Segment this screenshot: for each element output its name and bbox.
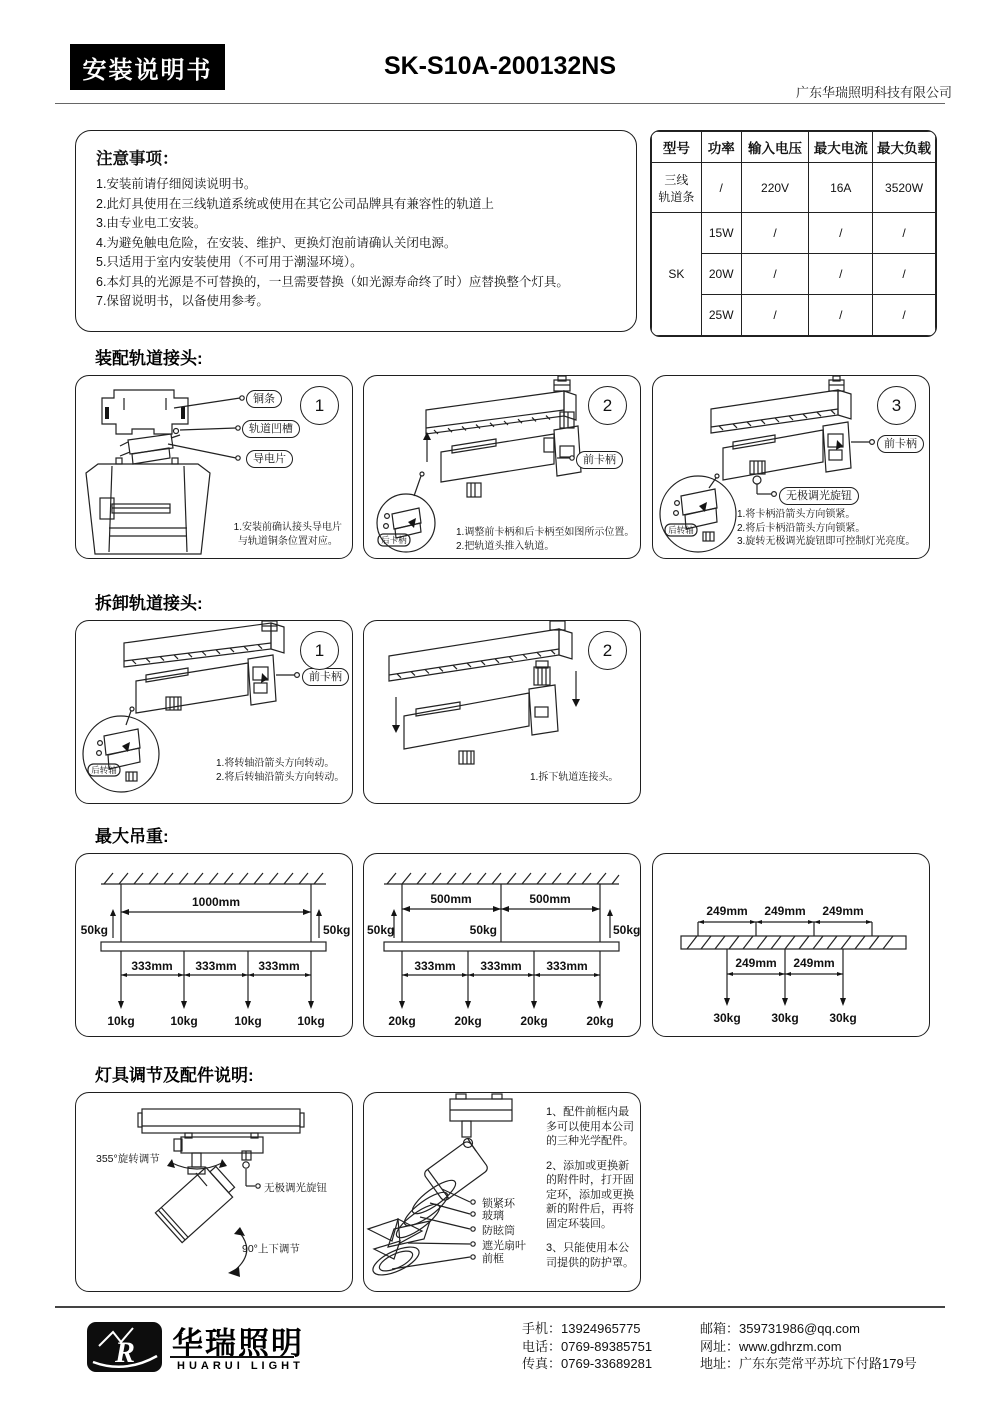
load-weight: 30kg bbox=[713, 1011, 741, 1025]
notes-box bbox=[75, 130, 637, 332]
disassemble-panel-2 bbox=[363, 620, 641, 804]
load-diagram-1000mm bbox=[76, 854, 352, 1036]
dim-top-span: 249mm bbox=[764, 904, 806, 918]
cell-load: 3520W bbox=[873, 163, 936, 213]
cell-voltage: / bbox=[741, 213, 809, 254]
dim-span: 500mm bbox=[430, 892, 472, 906]
load-diagram-249mm bbox=[653, 854, 929, 1036]
label-copper-strip: 铜条 bbox=[246, 390, 282, 408]
caption-line: 1.拆下轨道连接头。 bbox=[530, 772, 619, 783]
table-row bbox=[652, 213, 936, 254]
col-power: 功率 bbox=[701, 132, 741, 163]
load-weight: 20kg bbox=[388, 1014, 416, 1028]
label-conductor-strip: 导电片 bbox=[246, 450, 293, 468]
svg-text:R: R bbox=[115, 1336, 136, 1369]
notes-title: 注意事项： bbox=[96, 150, 179, 168]
cell-current: / bbox=[809, 254, 873, 295]
section-title-adjust: 灯具调节及配件说明: bbox=[95, 1066, 254, 1085]
cell-model bbox=[652, 163, 702, 213]
header-divider bbox=[55, 103, 945, 104]
dim-seg: 333mm bbox=[258, 959, 300, 973]
caption-line: 3.旋转无极调光旋钮即可控制灯光亮度。 bbox=[737, 536, 916, 547]
panel-caption bbox=[456, 526, 634, 553]
contact-mobile: 手机：13924965775 bbox=[522, 1321, 641, 1336]
logo-underline bbox=[170, 1356, 294, 1358]
contact-address: 地址：广东东莞常平苏坑下付路179号 bbox=[700, 1356, 917, 1371]
section-title-disassemble: 拆卸轨道接头: bbox=[95, 594, 203, 613]
contact-fax: 传真：0769-33689281 bbox=[522, 1356, 653, 1371]
hang-weight: 50kg bbox=[613, 923, 640, 937]
accessory-notes bbox=[546, 1105, 636, 1270]
cell-sk: SK bbox=[652, 213, 702, 336]
note-item: 7.保留说明书，以备使用参考。 bbox=[96, 294, 269, 308]
accessory-note: 2、添加或更换新的附件时，打开固定环，添加或更换新的附件后，再将固定环装回。 bbox=[546, 1159, 634, 1230]
panel-caption bbox=[530, 771, 618, 785]
step-badge-2: 2 bbox=[588, 386, 627, 425]
contact-block-right bbox=[700, 1320, 917, 1373]
load-weight: 10kg bbox=[107, 1014, 135, 1028]
label-rotate-355: 355°旋转调节 bbox=[96, 1153, 160, 1165]
cell-load: / bbox=[873, 295, 936, 336]
logo-english-name: HUARUI LIGHT bbox=[177, 1360, 304, 1372]
label-front-clamp: 前卡柄 bbox=[877, 435, 924, 453]
load-diagram-500mm bbox=[364, 854, 640, 1036]
footer-divider bbox=[55, 1306, 945, 1308]
dim-bottom-span: 249mm bbox=[793, 956, 835, 970]
load-weight: 10kg bbox=[234, 1014, 262, 1028]
caption-line: 1.安装前确认接头导电片 bbox=[233, 522, 342, 533]
accessory-note: 3、只能使用本公司提供的防护罩。 bbox=[546, 1242, 634, 1269]
step-badge-1: 1 bbox=[300, 386, 339, 425]
load-weight: 10kg bbox=[170, 1014, 198, 1028]
table-row bbox=[652, 163, 936, 213]
cell-load: / bbox=[873, 254, 936, 295]
label-shading-blades: 遮光扇叶 bbox=[482, 1240, 526, 1252]
dim-seg: 333mm bbox=[480, 959, 522, 973]
panel-caption bbox=[234, 521, 342, 548]
label-tilt-90: 90°上下调节 bbox=[242, 1243, 300, 1255]
dim-seg: 333mm bbox=[414, 959, 456, 973]
contact-website: 网址：www.gdhrzm.com bbox=[700, 1338, 842, 1354]
hang-weight: 50kg bbox=[469, 923, 497, 937]
label-antiglare-tube: 防眩筒 bbox=[482, 1225, 515, 1237]
cell-current: 16A bbox=[809, 163, 873, 213]
label-track-groove: 轨道凹槽 bbox=[242, 420, 300, 438]
caption-line: 2.将后转轴沿箭头方向转动。 bbox=[216, 771, 345, 783]
hang-weight-left: 50kg bbox=[80, 923, 108, 937]
hang-weight: 50kg bbox=[367, 923, 395, 937]
company-name: 广东华瑞照明科技有限公司 bbox=[795, 85, 952, 100]
note-item: 1.安装前请仔细阅读说明书。 bbox=[96, 177, 257, 191]
load-weight: 30kg bbox=[771, 1011, 799, 1025]
label-front-clamp: 前卡柄 bbox=[576, 451, 623, 469]
load-weight: 30kg bbox=[829, 1011, 857, 1025]
doc-type-badge: 安装说明书 bbox=[70, 44, 225, 90]
dim-seg: 333mm bbox=[195, 959, 237, 973]
cell-voltage: / bbox=[741, 295, 809, 336]
adjust-panel-1 bbox=[75, 1092, 353, 1292]
cell-power: / bbox=[701, 163, 741, 213]
contact-email: 邮箱：359731986@qq.com bbox=[700, 1321, 860, 1336]
dim-top-span: 249mm bbox=[706, 904, 748, 918]
cell-power: 15W bbox=[701, 213, 741, 254]
label-rear-axle-mini: 后转轴 bbox=[91, 765, 117, 775]
max-load-panel-1 bbox=[75, 853, 353, 1037]
cell-voltage: / bbox=[741, 254, 809, 295]
note-item: 3.由专业电工安装。 bbox=[96, 216, 207, 230]
cell-power: 25W bbox=[701, 295, 741, 336]
max-load-panel-2 bbox=[363, 853, 641, 1037]
caption-line: 1.将转轴沿箭头方向转动。 bbox=[216, 758, 335, 769]
col-load: 最大负载 bbox=[873, 132, 936, 163]
panel-caption bbox=[737, 508, 915, 549]
cell-current: / bbox=[809, 295, 873, 336]
col-voltage: 输入电压 bbox=[741, 132, 809, 163]
spec-header-row bbox=[652, 132, 936, 163]
label-front-frame: 前框 bbox=[482, 1253, 504, 1265]
dim-span: 1000mm bbox=[191, 895, 241, 909]
caption-line: 与轨道铜条位置对应。 bbox=[237, 535, 338, 547]
label-glass: 玻璃 bbox=[482, 1210, 504, 1222]
note-item: 4.为避免触电危险，在安装、维护、更换灯泡前请确认关闭电源。 bbox=[96, 235, 457, 250]
accessory-note: 1、配件前框内最多可以使用本公司的三种光学配件。 bbox=[546, 1106, 634, 1147]
model-line2: 轨道条 bbox=[658, 189, 695, 204]
panel-caption bbox=[216, 757, 344, 784]
page-title: SK-S10A-200132NS bbox=[383, 52, 617, 80]
dim-seg: 333mm bbox=[131, 959, 173, 973]
assemble-panel-2 bbox=[363, 375, 641, 559]
max-load-panel-3 bbox=[652, 853, 930, 1037]
huarui-logo-icon bbox=[87, 1320, 165, 1374]
dim-span: 500mm bbox=[529, 892, 571, 906]
dim-top-span: 249mm bbox=[822, 904, 864, 918]
note-item: 5.只适用于室内安装使用（不可用于潮湿环境）。 bbox=[96, 255, 363, 269]
logo-chinese-name: 华瑞照明 bbox=[172, 1326, 304, 1361]
label-rear-clamp-mini: 后卡柄 bbox=[381, 535, 407, 545]
note-item: 6.本灯具的光源是不可替换的，一旦需要替换（如光源寿命终了时）应替换整个灯具。 bbox=[96, 274, 569, 289]
cell-current: / bbox=[809, 213, 873, 254]
step-badge-2: 2 bbox=[588, 631, 627, 670]
label-lock-ring: 锁紧环 bbox=[482, 1198, 515, 1210]
note-item: 2.此灯具使用在三线轨道系统或使用在其它公司品牌具有兼容性的轨道上 bbox=[96, 196, 494, 211]
cell-load: / bbox=[873, 213, 936, 254]
cell-voltage: 220V bbox=[741, 163, 809, 213]
adjust-panel-2 bbox=[363, 1092, 641, 1292]
dim-seg: 333mm bbox=[546, 959, 588, 973]
caption-line: 2.把轨道头推入轨道。 bbox=[456, 540, 555, 552]
contact-phone: 电话：0769-89385751 bbox=[522, 1338, 653, 1354]
col-current: 最大电流 bbox=[809, 132, 873, 163]
load-weight: 20kg bbox=[520, 1014, 548, 1028]
cell-power: 20W bbox=[701, 254, 741, 295]
spec-table bbox=[650, 130, 937, 337]
assemble-panel-3 bbox=[652, 375, 930, 559]
load-weight: 10kg bbox=[297, 1014, 325, 1028]
step-badge-1: 1 bbox=[300, 631, 339, 670]
hang-weight-right: 50kg bbox=[323, 923, 351, 937]
label-rear-axle-mini: 后转轴 bbox=[668, 525, 694, 535]
label-dimmer-knob: 无极调光旋钮 bbox=[264, 1182, 327, 1194]
label-dimmer-knob: 无极调光旋钮 bbox=[779, 487, 859, 505]
caption-line: 1.将卡柄沿箭头方向锁紧。 bbox=[737, 509, 856, 520]
assemble-panel-1 bbox=[75, 375, 353, 559]
model-line1: 三线 bbox=[664, 172, 689, 187]
section-title-assemble: 装配轨道接头: bbox=[95, 349, 203, 368]
step-badge-3: 3 bbox=[877, 386, 916, 425]
load-weight: 20kg bbox=[454, 1014, 482, 1028]
disassemble-panel-1 bbox=[75, 620, 353, 804]
caption-line: 2.将后卡柄沿箭头方向锁紧。 bbox=[737, 522, 866, 534]
col-model: 型号 bbox=[652, 132, 702, 163]
dim-bottom-span: 249mm bbox=[735, 956, 777, 970]
contact-block-left bbox=[522, 1320, 652, 1373]
label-front-clamp: 前卡柄 bbox=[302, 668, 349, 686]
notes-list bbox=[96, 175, 569, 312]
load-weight: 20kg bbox=[586, 1014, 614, 1028]
caption-line: 1.调整前卡柄和后卡柄至如图所示位置。 bbox=[456, 527, 635, 538]
section-title-max-load: 最大吊重: bbox=[95, 827, 169, 846]
